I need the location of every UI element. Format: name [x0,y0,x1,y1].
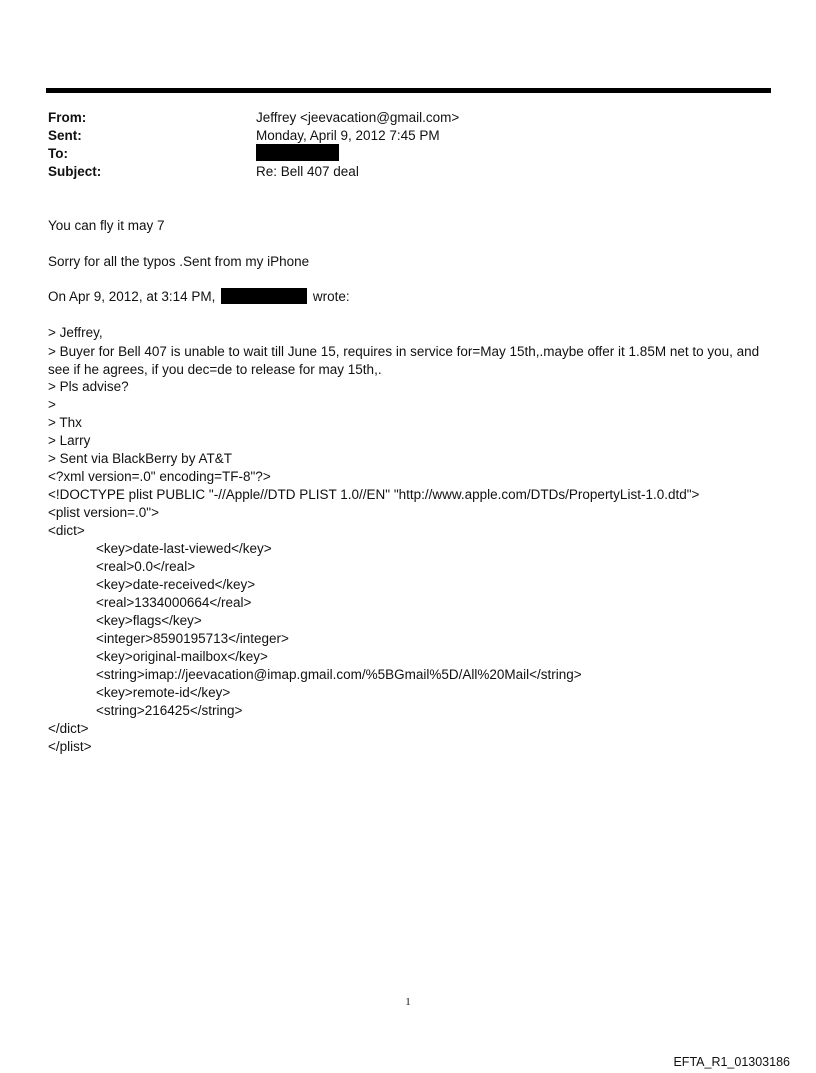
quoted-line: > Thx [48,415,82,430]
to-label: To: [48,146,68,161]
xml-line: <integer>8590195713</integer> [96,631,289,646]
quoted-line: > Pls advise? [48,379,129,394]
xml-line: <dict> [48,523,85,538]
xml-line: <real>0.0</real> [96,559,196,574]
page-number: 1 [405,996,411,1008]
from-value: Jeffrey <jeevacation@gmail.com> [256,110,460,125]
header-rule [46,88,771,93]
quoted-line: > [48,397,56,412]
xml-line: <string>216425</string> [96,703,243,718]
xml-line: <string>imap://jeevacation@imap.gmail.com/%5BGmail%5D/All%20Mail</string> [96,667,582,682]
xml-line: <?xml version=.0" encoding=TF-8"?> [48,469,271,484]
reply-text: You can fly it may 7 [48,218,165,233]
xml-line: <key>date-last-viewed</key> [96,541,272,556]
subject-label: Subject: [48,164,102,179]
xml-line: <key>flags</key> [96,613,202,628]
quote-intro-before: On Apr 9, 2012, at 3:14 PM, [48,289,216,304]
document-id: EFTA_R1_01303186 [673,1055,790,1069]
xml-line: <plist version=.0"> [48,505,159,520]
quote-intro-after: wrote: [312,289,350,304]
quoted-line: > Jeffrey, [48,325,103,340]
sent-value: Monday, April 9, 2012 7:45 PM [256,128,440,143]
to-value-redacted [256,144,339,164]
from-label: From: [48,110,87,125]
quote-intro [48,288,350,304]
quoted-paragraph: > Buyer for Bell 407 is unable to wait till June 15, requires in service for=May 15th,.maybe offer it 1.85M net to you, and see if he agrees, if you dec=de to release for may 15th,. [48,344,760,377]
xml-line: <key>date-received</key> [96,577,256,592]
quoted-line: > Larry [48,433,91,448]
redaction-box [256,144,339,161]
xml-line: </dict> [48,721,89,736]
xml-line: <real>1334000664</real> [96,595,252,610]
xml-line: </plist> [48,739,92,754]
xml-line: <!DOCTYPE plist PUBLIC "-//Apple//DTD PLIST 1.0//EN" "http://www.apple.com/DTDs/PropertyList-1.0.dtd"> [48,487,700,502]
quoted-line: > Sent via BlackBerry by AT&T [48,451,232,466]
xml-line: <key>original-mailbox</key> [96,649,268,664]
subject-value: Re: Bell 407 deal [256,164,359,179]
redaction-box [221,288,307,304]
xml-line: <key>remote-id</key> [96,685,231,700]
sent-label: Sent: [48,128,82,143]
signature-text: Sorry for all the typos .Sent from my iPhone [48,254,310,269]
